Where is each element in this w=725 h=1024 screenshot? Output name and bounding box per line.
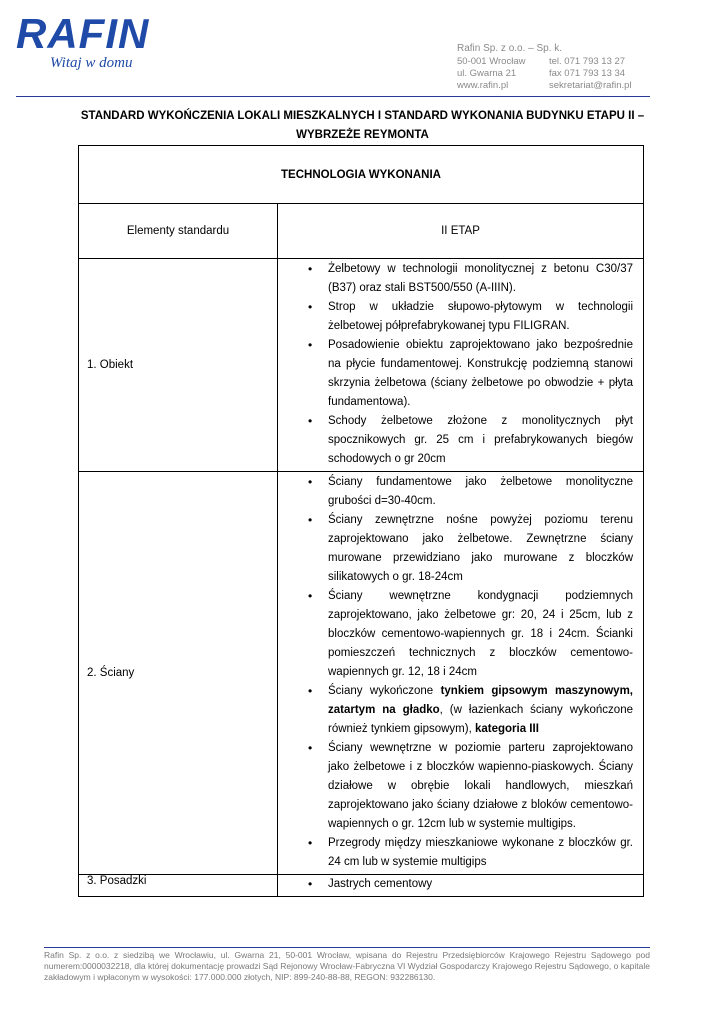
title-line-1: STANDARD WYKOŃCZENIA LOKALI MIESZKALNYCH I STANDARD WYKONANIA BUDYNKU ETAPU II – bbox=[80, 110, 645, 122]
list-item: • Ściany zewnętrzne nośne powyżej poziomu terenu zaprojektowano jako żelbetowe. Zewnętrzne ściany murowane przewidziano jako murowane z bloczków silikatowych o gr. 18-24cm bbox=[328, 511, 633, 587]
contact-row bbox=[457, 56, 632, 68]
address-city: 50-001 Wrocław bbox=[457, 56, 526, 67]
company-name: Rafin Sp. z o.o. – Sp. k. bbox=[457, 43, 563, 54]
table-row bbox=[79, 259, 644, 472]
logo-tagline: Witaj w domu bbox=[50, 55, 133, 71]
bullet-list bbox=[278, 875, 633, 894]
list-item: • Posadowienie obiektu zaprojektowano jako bezpośrednie na płycie fundamentowej. Konstrukcję podziemną stanowi skrzynia żelbetowa (ściany żelbetowe po obwodzie + płyta fundamentowa). bbox=[328, 336, 633, 412]
website-link[interactable]: www.rafin.pl bbox=[457, 80, 509, 91]
list-item: • Strop w układzie słupowo-płytowym w technologii żelbetowej półprefabrykowanej typu FILIGRAN. bbox=[328, 298, 633, 336]
row-label: 1. Obiekt bbox=[79, 259, 278, 472]
row-label: 2. Ściany bbox=[79, 472, 278, 875]
phone: tel. 071 793 13 27 bbox=[549, 56, 626, 67]
company-contact bbox=[457, 43, 632, 92]
row-label: 3. Posadzki bbox=[79, 875, 278, 897]
list-item: • Ściany wewnętrzne w poziomie parteru zaprojektowano jako żelbetowe i z bloczków wapienno-piaskowych. Ściany działowe w obrębie lokali handlowych, mieszkań zaprojektowano jako ściany działowe z bloków cementowo- wapiennych o gr. 12cm lub w systemie multigips. bbox=[328, 739, 633, 834]
finish-text: , (w łazienkach ściany wykończone również tynkiem gipsowym), bbox=[328, 704, 633, 735]
fax: fax 071 793 13 34 bbox=[549, 68, 626, 79]
list-item: • Schody żelbetowe złożone z monolitycznych płyt spocznikowych gr. 25 cm i prefabrykowanych biegów schodowych o gr 20cm bbox=[328, 412, 633, 469]
contact-row bbox=[457, 68, 632, 80]
footer-divider bbox=[44, 947, 650, 948]
email-link[interactable]: sekretariat@rafin.pl bbox=[549, 80, 632, 91]
standard-table bbox=[78, 145, 644, 897]
rafin-logo bbox=[16, 10, 168, 74]
list-item: • Żelbetowy w technologii monolitycznej z betonu C30/37 (B37) oraz stali BST500/550 (A-IIIN). bbox=[328, 260, 633, 298]
list-item: • Ściany fundamentowe jako żelbetowe monolityczne grubości d=30-40cm. bbox=[328, 473, 633, 511]
bullet-list bbox=[278, 473, 633, 872]
header-divider bbox=[16, 96, 650, 97]
finish-bold: tynkiem gipsowym maszynowym, zatartym na gładko bbox=[328, 685, 633, 716]
document-title bbox=[78, 107, 647, 145]
finish-text: Ściany wykończone bbox=[328, 685, 441, 697]
list-item: • Ściany wewnętrzne kondygnacji podziemnych zaprojektowano, jako żelbetowe gr: 20, 24 i 25cm, lub z bloczków cementowo-wapiennych gr. 18 i 24cm. Ścianki pomieszczeń technicznych z bloczków cementowo-wapiennych gr. 12, 18 i 24cm bbox=[328, 587, 633, 682]
finish-category: kategoria III bbox=[474, 723, 539, 735]
bullet-list bbox=[278, 260, 633, 469]
logo-brand: RAFIN bbox=[16, 10, 150, 57]
address-street: ul. Gwarna 21 bbox=[457, 68, 517, 79]
list-item bbox=[328, 682, 633, 739]
list-item: • Jastrych cementowy bbox=[328, 875, 633, 894]
contact-row bbox=[457, 80, 632, 92]
table-row bbox=[79, 472, 644, 875]
section-title: TECHNOLOGIA WYKONANIA bbox=[79, 146, 644, 204]
title-line-2: WYBRZEŻE REYMONTA bbox=[296, 129, 429, 141]
list-item: • Przegrody między mieszkaniowe wykonane z bloczków gr. 24 cm lub w systemie multigips bbox=[328, 834, 633, 872]
column-header-stage: II ETAP bbox=[278, 204, 644, 259]
footer-legal-text: Rafin Sp. z o.o. z siedzibą we Wrocławiu, ul. Gwarna 21, 50-001 Wrocław, wpisana do Rejestru Przedsiębiorców Krajowego Rejestru Sądowego pod numerem:0000032218, dla której dokumentację prowadzi Sąd Rejonowy Wrocław-Fabryczna VI Wydział Gospodarczy Krajowego Rejestru Sądowego, o kapitale zakładowym i wpłaconym w wysokości: 177.000.000 złotych, NIP: 899-240-88-88, REGON: 932286130. bbox=[44, 950, 650, 982]
table-row bbox=[79, 875, 644, 897]
column-header-elements: Elementy standardu bbox=[79, 204, 278, 259]
